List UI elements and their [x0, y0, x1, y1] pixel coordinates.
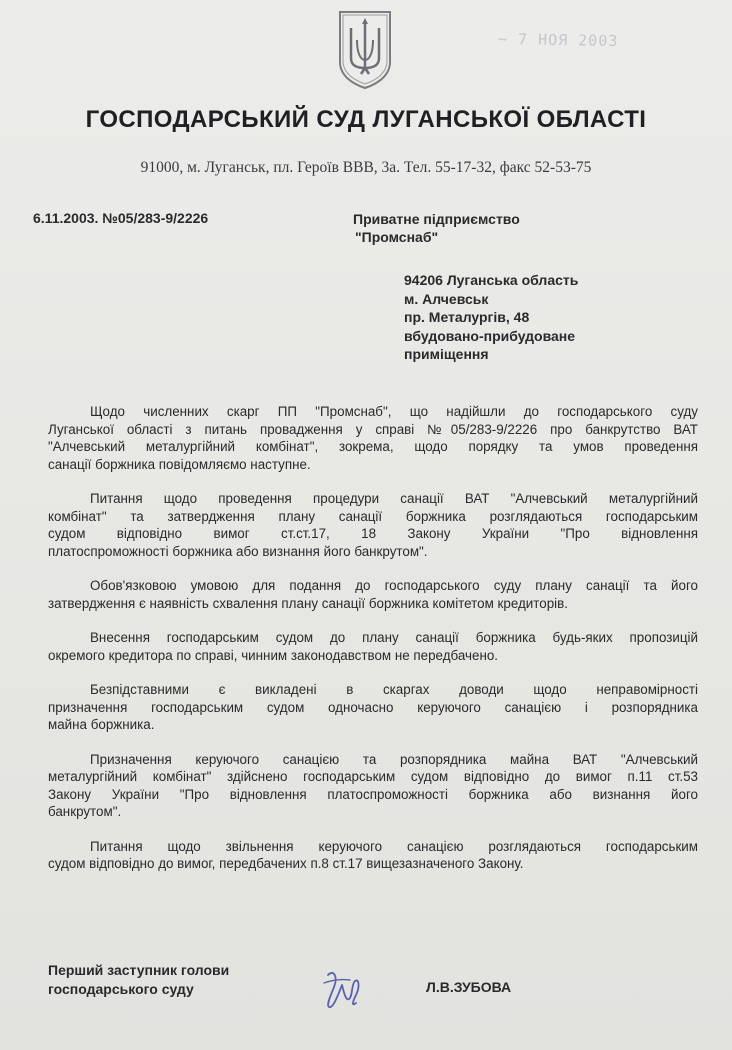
paragraph-line: Внесення господарським судом до плану санації боржника будь-яких пропозицій	[90, 630, 698, 645]
paragraph-line: платоспроможності боржника або визнання його банкрутом".	[48, 543, 428, 559]
paragraph-line: судом відповідно вимог ст.ст.17, 18 Закону України "Про відновлення	[48, 526, 698, 541]
body-paragraph	[48, 629, 698, 664]
position-line: Перший заступник голови	[48, 962, 230, 978]
paragraph-line: Обов'язковою умовою для подання до господарського суду плану санації та його	[90, 578, 698, 593]
paragraph-line: Безпідставними є викладені в скаргах доводи щодо неправомірності	[90, 682, 698, 697]
body-paragraph	[48, 681, 698, 734]
address-line: вбудовано-прибудоване	[404, 327, 576, 344]
signatory-position	[48, 961, 229, 999]
recipient-line: "Промснаб"	[355, 229, 439, 245]
court-title: ГОСПОДАРСЬКИЙ СУД ЛУГАНСЬКОЇ ОБЛАСТІ	[85, 106, 647, 133]
paragraph-line: Закону України "Про відновлення платоспроможності боржника або визнання його	[48, 786, 698, 802]
recipient-block	[353, 210, 520, 246]
paragraph-line: санації боржника повідомляємо наступне.	[48, 456, 311, 472]
paragraph-line: комбінат" та затвердження плану санації боржника розглядаються господарським	[48, 508, 698, 524]
paragraph-line: "Алчевський металургійний комбінат", зокрема, щодо порядку та умов проведення	[48, 439, 698, 454]
handwritten-signature	[318, 965, 368, 1010]
paragraph-line: судом відповідно до вимог, передбачених п.8 ст.17 вищезазначеного Закону.	[48, 856, 524, 871]
paragraph-line: металургійний комбінат" здійснено господарським судом відповідно до вимог п.11 ст.53	[48, 769, 698, 784]
body-paragraph	[48, 403, 698, 473]
address-line: м. Алчевськ	[404, 290, 489, 307]
signatory-name: Л.В.ЗУБОВА	[426, 979, 512, 995]
address-line: 94206 Луганська область	[404, 272, 579, 288]
letter-body	[48, 403, 698, 890]
paragraph-line: майна боржника.	[48, 717, 155, 732]
paragraph-line: Луганської області з питань провадження у справі №05/283-9/2226 про банкрутство ВАТ	[48, 421, 698, 437]
paragraph-line: затвердження є наявність схвалення плану санації боржника комітетом кредиторів.	[48, 595, 568, 611]
recipient-address	[404, 271, 578, 364]
coat-of-arms-emblem	[337, 10, 393, 90]
letter-reference: 6.11.2003. №05/283-9/2226	[33, 210, 209, 226]
recipient-line: Приватне підприємство	[353, 211, 520, 227]
body-paragraph	[48, 490, 698, 560]
position-line: господарського суду	[48, 981, 194, 997]
paragraph-line: Призначення керуючого санацією та розпорядника майна ВАТ "Алчевський	[90, 751, 698, 767]
paragraph-line: Щодо численних скарг ПП "Промснаб", що надійшли до господарського суду	[90, 404, 698, 419]
court-address: 91000, м. Луганськ, пл. Героїв ВВВ, 3а. Тел. 55-17-32, факс 52-53-75	[140, 159, 592, 176]
body-paragraph	[48, 751, 698, 821]
paragraph-line: Питання щодо звільнення керуючого санацією розглядаються господарським	[90, 838, 698, 854]
paragraph-line: банкрутом".	[48, 804, 122, 819]
body-paragraph	[48, 838, 698, 873]
address-line: пр. Металургів, 48	[404, 309, 530, 325]
paragraph-line: окремого кредитора по справі, чинним законодавством не передбачено.	[48, 647, 499, 663]
paragraph-line: призначення господарським судом одночасно керуючого санацією і розпорядника	[48, 699, 698, 715]
paragraph-line: Питання щодо проведення процедури санації ВАТ "Алчевський металургійний	[90, 491, 698, 506]
body-paragraph	[48, 577, 698, 612]
date-stamp: ~ 7 НОЯ 2003	[497, 29, 619, 51]
address-line: приміщення	[404, 346, 489, 362]
